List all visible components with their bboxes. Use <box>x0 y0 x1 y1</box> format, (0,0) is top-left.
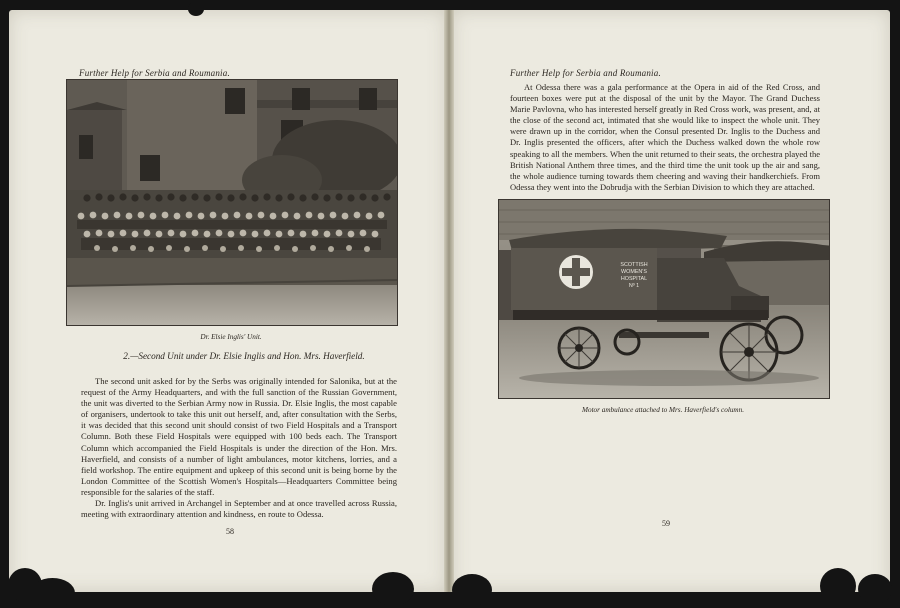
group-photo <box>66 79 398 326</box>
paragraph: The second unit asked for by the Serbs was originally intended for Salonika, but at the request of the Army Headquarters, and with the full sanction of the Russian Government, the unit was diverted to the Serbian Army now in Russia. Dr. Elsie Inglis, the most capable of organisers, undertook to take this unit out herself, and, after consultation with the Serbs, it was decided that this second unit should consist of two Field Hospitals and a Transport Column. Both these Field Hospitals were equipped with 100 beds each. The Transport Column which accompanied the Field Hospitals is under the direction of the Hon. Mrs. Haverfield, and consists of a number of light ambulances, motor kitchens, lorries, and a field workshop. The entire equipment and upkeep of this second unit is being borne by the London Committee of the Scottish Women's Hospitals—Headquarters Committee being responsible for the salaries of the staff. <box>81 376 397 497</box>
book-gutter <box>444 10 454 592</box>
paragraph: Dr. Inglis's unit arrived in Archangel in September and at once travelled across Russia, meeting with extraordinary attention and kindness, en route to Odessa. <box>81 498 397 520</box>
page-number-left: 58 <box>226 527 234 536</box>
page-number-right: 59 <box>662 519 670 528</box>
torn-edge <box>858 574 892 604</box>
torn-edge <box>820 568 856 604</box>
torn-edge <box>372 572 414 606</box>
torn-edge <box>30 578 75 608</box>
ambulance-photo-image <box>499 200 829 398</box>
ambulance-photo <box>498 199 830 399</box>
sign-line: SCOTTISH <box>620 262 648 268</box>
paragraph: At Odessa there was a gala performance at the Opera in aid of the Red Cross, and fourteen boxes were put at the disposal of the unit by the Mayor. The Grand Duchess Marie Pavlovna, who has interested herself greatly in Red Cross work, was present, and, at the close of the second act, intimated that she would like to inspect the whole unit. They were drawn up in the corridor, when the Consul presented Dr. Inglis to the Duchess and Dr. Inglis presented the officers, after which the Duchess walked down the whole row speaking to all the members. When the unit returned to their seats, the orchestra played the British National Anthem three times, and the third time the unit took up the air and sang, the whole audience turning towards them cheering and waving their handkerchiefs. From Odessa they went into the Dobrudja with the Serbian Division to which they are attached. <box>510 82 820 192</box>
sign-line: WOMEN'S <box>621 269 647 275</box>
right-body-text <box>510 82 820 193</box>
running-head-left: Further Help for Serbia and Roumania. <box>79 68 230 78</box>
left-body-text <box>81 376 397 520</box>
ambulance-photo-caption: Motor ambulance attached to Mrs. Haverfield's column. <box>581 406 745 414</box>
right-page <box>452 10 890 592</box>
torn-edge <box>452 574 492 606</box>
torn-edge <box>188 2 204 16</box>
running-head-right: Further Help for Serbia and Roumania. <box>510 68 661 78</box>
sign-line: HOSPITAL <box>620 276 648 282</box>
sign-line: Nº 1 <box>628 283 640 289</box>
left-page <box>9 10 446 592</box>
group-photo-image <box>67 80 397 325</box>
group-photo-caption: Dr. Elsie Inglis' Unit. <box>200 333 262 341</box>
section-heading: 2.—Second Unit under Dr. Elsie Inglis and Hon. Mrs. Haverfield. <box>123 351 365 361</box>
